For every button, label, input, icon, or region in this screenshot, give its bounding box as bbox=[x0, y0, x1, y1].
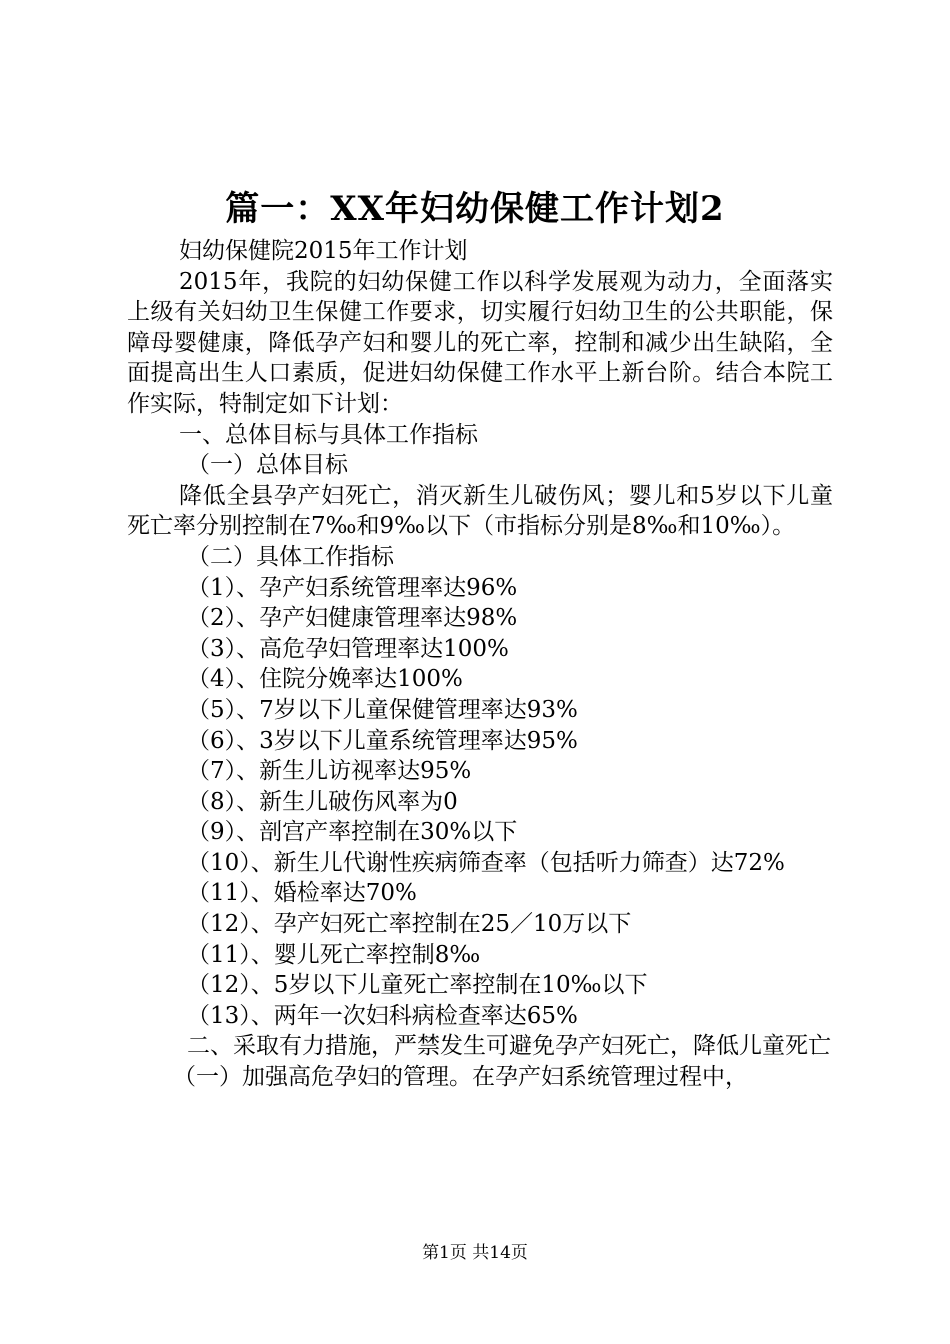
list-item: （12）、5岁以下儿童死亡率控制在10‰以下 bbox=[187, 972, 648, 999]
paragraph-subsection-1: （一）总体目标 bbox=[187, 452, 348, 479]
list-item: （1）、孕产妇系统管理率达96% bbox=[187, 574, 518, 601]
paragraph-intro: 2015年，我院的妇幼保健工作以科学发展观为动力，全面落实上级有关妇幼卫生保健工作要求，切实履行妇幼卫生的公共职能，保障母婴健康，降低孕产妇和婴儿的死亡率，控制和减少出生缺陷，全面提高出生人口素质，促进妇幼保健工作水平上新台阶。结合本院工作实际，特制定如下计划： bbox=[127, 268, 833, 417]
list-item: （3）、高危孕妇管理率达100% bbox=[187, 635, 509, 662]
list-item: （11）、婚检率达70% bbox=[187, 880, 417, 907]
page-number-footer: 第1页 共14页 bbox=[422, 1243, 528, 1263]
list-item: （7）、新生儿访视率达95% bbox=[187, 758, 472, 785]
paragraph-section-2-heading: 二、采取有力措施，严禁发生可避免孕产妇死亡，降低儿童死亡 bbox=[187, 1033, 831, 1060]
list-item: （9）、剖宫产率控制在30%以下 bbox=[187, 819, 518, 846]
paragraph-section-1-heading: 一、总体目标与具体工作指标 bbox=[179, 421, 478, 448]
list-item: （8）、新生儿破伤风率为0 bbox=[187, 788, 458, 815]
list-item: （4）、住院分娩率达100% bbox=[187, 666, 463, 693]
paragraph-overall-goal: 降低全县孕产妇死亡，消灭新生儿破伤风；婴儿和5岁以下儿童死亡率分别控制在7‰和9‰以下（市指标分别是8‰和10‰）。 bbox=[127, 482, 833, 540]
document-title: 篇一：XX年妇幼保健工作计划2 bbox=[225, 189, 725, 229]
list-item: （2）、孕产妇健康管理率达98% bbox=[187, 605, 518, 632]
paragraph-subsection-2: （二）具体工作指标 bbox=[187, 543, 394, 570]
list-item: （10）、新生儿代谢性疾病筛查率（包括听力筛查）达72% bbox=[187, 849, 785, 876]
list-item: （12）、孕产妇死亡率控制在25／10万以下 bbox=[187, 911, 632, 938]
paragraph-plan-heading: 妇幼保健院2015年工作计划 bbox=[179, 238, 468, 264]
list-item: （6）、3岁以下儿童系统管理率达95% bbox=[187, 727, 578, 754]
list-item: （5）、7岁以下儿童保健管理率达93% bbox=[187, 696, 578, 723]
list-item: （11）、婴儿死亡率控制8‰ bbox=[187, 941, 481, 968]
paragraph-high-risk-management: （一）加强高危孕妇的管理。在孕产妇系统管理过程中， bbox=[173, 1064, 748, 1091]
document-body bbox=[127, 236, 833, 1093]
list-item: （13）、两年一次妇科病检查率达65% bbox=[187, 1002, 578, 1029]
